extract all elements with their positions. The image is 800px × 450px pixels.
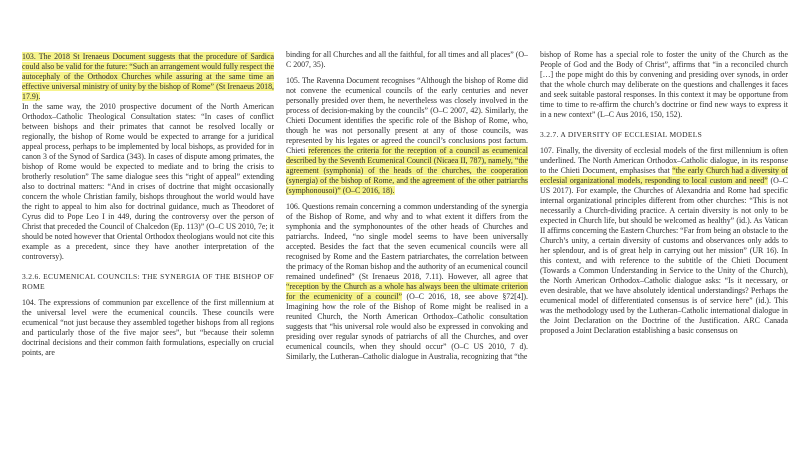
paragraph-107-text: 107. Finally, the diversity of ecclesial models of the first millennium is often underlined. The North American Orthodox–Catholic dialogue, in its response to the Chieti Document, emphasises that bbox=[540, 146, 788, 175]
paragraph-103-body: In the same way, the 2010 prospective document of the North American Orthodox–Catholic Theological Consultation states: “In cases of conflict between bishops and their primates that cannot be resolved locally or regionally, the bishop of Rome would be expected to arrange for a juridical appeal process, perhaps to be implemented by local bishops, as provided for in canon 3 of the Synod of Sardica (343). In cases of dispute among primates, the bishop of Rome would be expected to mediate and to bring the crisis to brotherly resolution” The same dialogue sees this “right of appeal” extending also to doctrinal matters: “And in crises of doctrine that might occasionally concern the whole Christian family, bishops throughout the world would have the right to appeal to him also for doctrinal guidance, much as Theodoret of Cyrus did to Pope Leo I in 449, during the controversy over the person of Christ that preceded the Council of Chalcedon (Ep. 113)” (O–C US 2010, 7e; it should be noted however that Oriental Orthodox theologians would not cite this example as a precedent, since they have another interpretation of the controversy). bbox=[22, 102, 274, 261]
paragraph-105 bbox=[286, 76, 528, 196]
highlight-106: “reception by the Church as a whole has always been the ultimate criterion for the ecumenicity of a council” bbox=[286, 282, 528, 301]
paragraph-103-highlighted bbox=[22, 52, 274, 102]
paragraph-106-text: 106. Questions remain concerning a common understanding of the synergia of the Bishop of Rome, and why and to what extent it differs from the symphonia and the symphonountes of the other heads of Churches and patriarchs. Indeed, “no single model seems to have been universally accepted. Besides the fact that the seven ecumenical councils were all recognised by Rome and the Eastern patriarchates, the correlation between the primacy of the Roman bishop and the authority of an ecumenical council remained undefined” (St Irenaeus 2018, 7.11). However, all agree that bbox=[286, 202, 528, 281]
paragraph-107 bbox=[540, 146, 788, 336]
highlight-103: 103. The 2018 St Irenaeus Document suggests that the procedure of Sardica could also be valid for the future: “Such an arrangement would fully respect the autocephaly of the Orthodox Churches while assuring at the same time an effective universal ministry of unity by the bishop of Rome” (St Irenaeus 2018, 17.9). bbox=[22, 52, 274, 101]
middle-column bbox=[286, 50, 528, 448]
paragraph-105-text: 105. The Ravenna Document recognises “Although the bishop of Rome did not convene the ecumenical councils of the early centuries and never personally presided over them, he nevertheless was closely involved in the process of decision-making by the councils” (O–C 2007, 42). Similarly, the Chieti Document identifies the specific role of the Bishop of Rome, who, though he was not personally present at any of those councils, was represented by his legates or agreed the council’s conclusions post factum. Chieti bbox=[286, 76, 528, 155]
left-column bbox=[22, 52, 274, 450]
paragraph-104-end: binding for all Churches and all the faithful, for all times and all places” (O–C 2007, 35). bbox=[286, 50, 528, 69]
paragraph-104: 104. The expressions of communion par excellence of the first millennium at the universal level were the ecumenical councils. These councils were ecumenical “not just because they assembled together bishops from all regions and particularly those of the five major sees”, but “because their solemn doctrinal decisions and their common faith formulations, especially on crucial points, are bbox=[22, 298, 274, 357]
highlight-107: “the early Church had a diversity of ecclesial organizational models, responding to local custom and need” bbox=[540, 166, 788, 185]
highlight-105: references the criteria for the reception of a council as ecumenical described by the Seventh Ecumenical Council (Nicaea II, 787), namely, “the agreement (symphonia) of the heads of the churches, the cooperation (synergia) of the bishop of Rome, and the agreement of the other patriarchs (symphonousoi)” (O–C 2016, 18). bbox=[286, 146, 528, 195]
section-heading-326: 3.2.6. ECUMENICAL COUNCILS: THE SYNERGIA OF THE BISHOP OF ROME bbox=[22, 272, 274, 291]
paragraph-106-end: bishop of Rome has a special role to foster the unity of the Church as the People of God and the Body of Christ”, affirms that “in a reconciled church […] the pope might do this by convening and presiding over synods, in order that the whole church may deliberate on the questions and challenges it faces and seek suitable pastoral responses. In this context it may be opportune from time to time to re-affirm the church’s doctrine or find new ways to express it in a new context” (L–C Aus 2016, 150, 152). bbox=[540, 50, 788, 119]
paragraph-106-continued: (O–C 2016, 18, see above §72[4]). Imagining how the role of the Bishop of Rome might be realised in a reunited Church, the North American Orthodox–Catholic consultation suggests that “his universal role would also be expressed in convoking and presiding over regular synods of patriarchs of all the Churches, and over ecumenical councils, when they should occur” (O–C US 2010, 7 d). Similarly, the Lutheran–Catholic dialogue in Australia, recognizing that “the bbox=[286, 292, 528, 361]
right-column bbox=[540, 50, 788, 448]
paragraph-106 bbox=[286, 202, 528, 362]
section-heading-327: 3.2.7. A DIVERSITY OF ECCLESIAL MODELS bbox=[540, 130, 703, 139]
paragraph-107-continued: (O–C US 2017). For example, the Churches of Alexandria and Rome had specific internal organizational principles different from other churches: “This is not necessarily a Church-dividing practice. A certain diversity is not only to be expected in Church life, but should be welcomed as healthy” (id.). As Vatican II affirms concerning the Eastern Churches: “Far from being an obstacle to the Church’s unity, a certain diversity of customs and observances only adds to her splendour, and is of great help in carrying out her mission” (UR 16). In this context, and with reference to the subtitle of the Chieti Document (Towards a Common Understanding in Service to the Unity of the Church), the North American Orthodox–Catholic dialogue asks: “Is it necessary, or even desirable, that we have absolutely identical understandings? Perhaps the ecumenical model of differentiated consensus is of service here” (id.). This was the methodology used by the Lutheran–Catholic international dialogue in the Joint Declaration on the Doctrine of the Justification. ARC Canada proposed a Joint Declaration establishing a basic consensus on bbox=[540, 176, 788, 335]
